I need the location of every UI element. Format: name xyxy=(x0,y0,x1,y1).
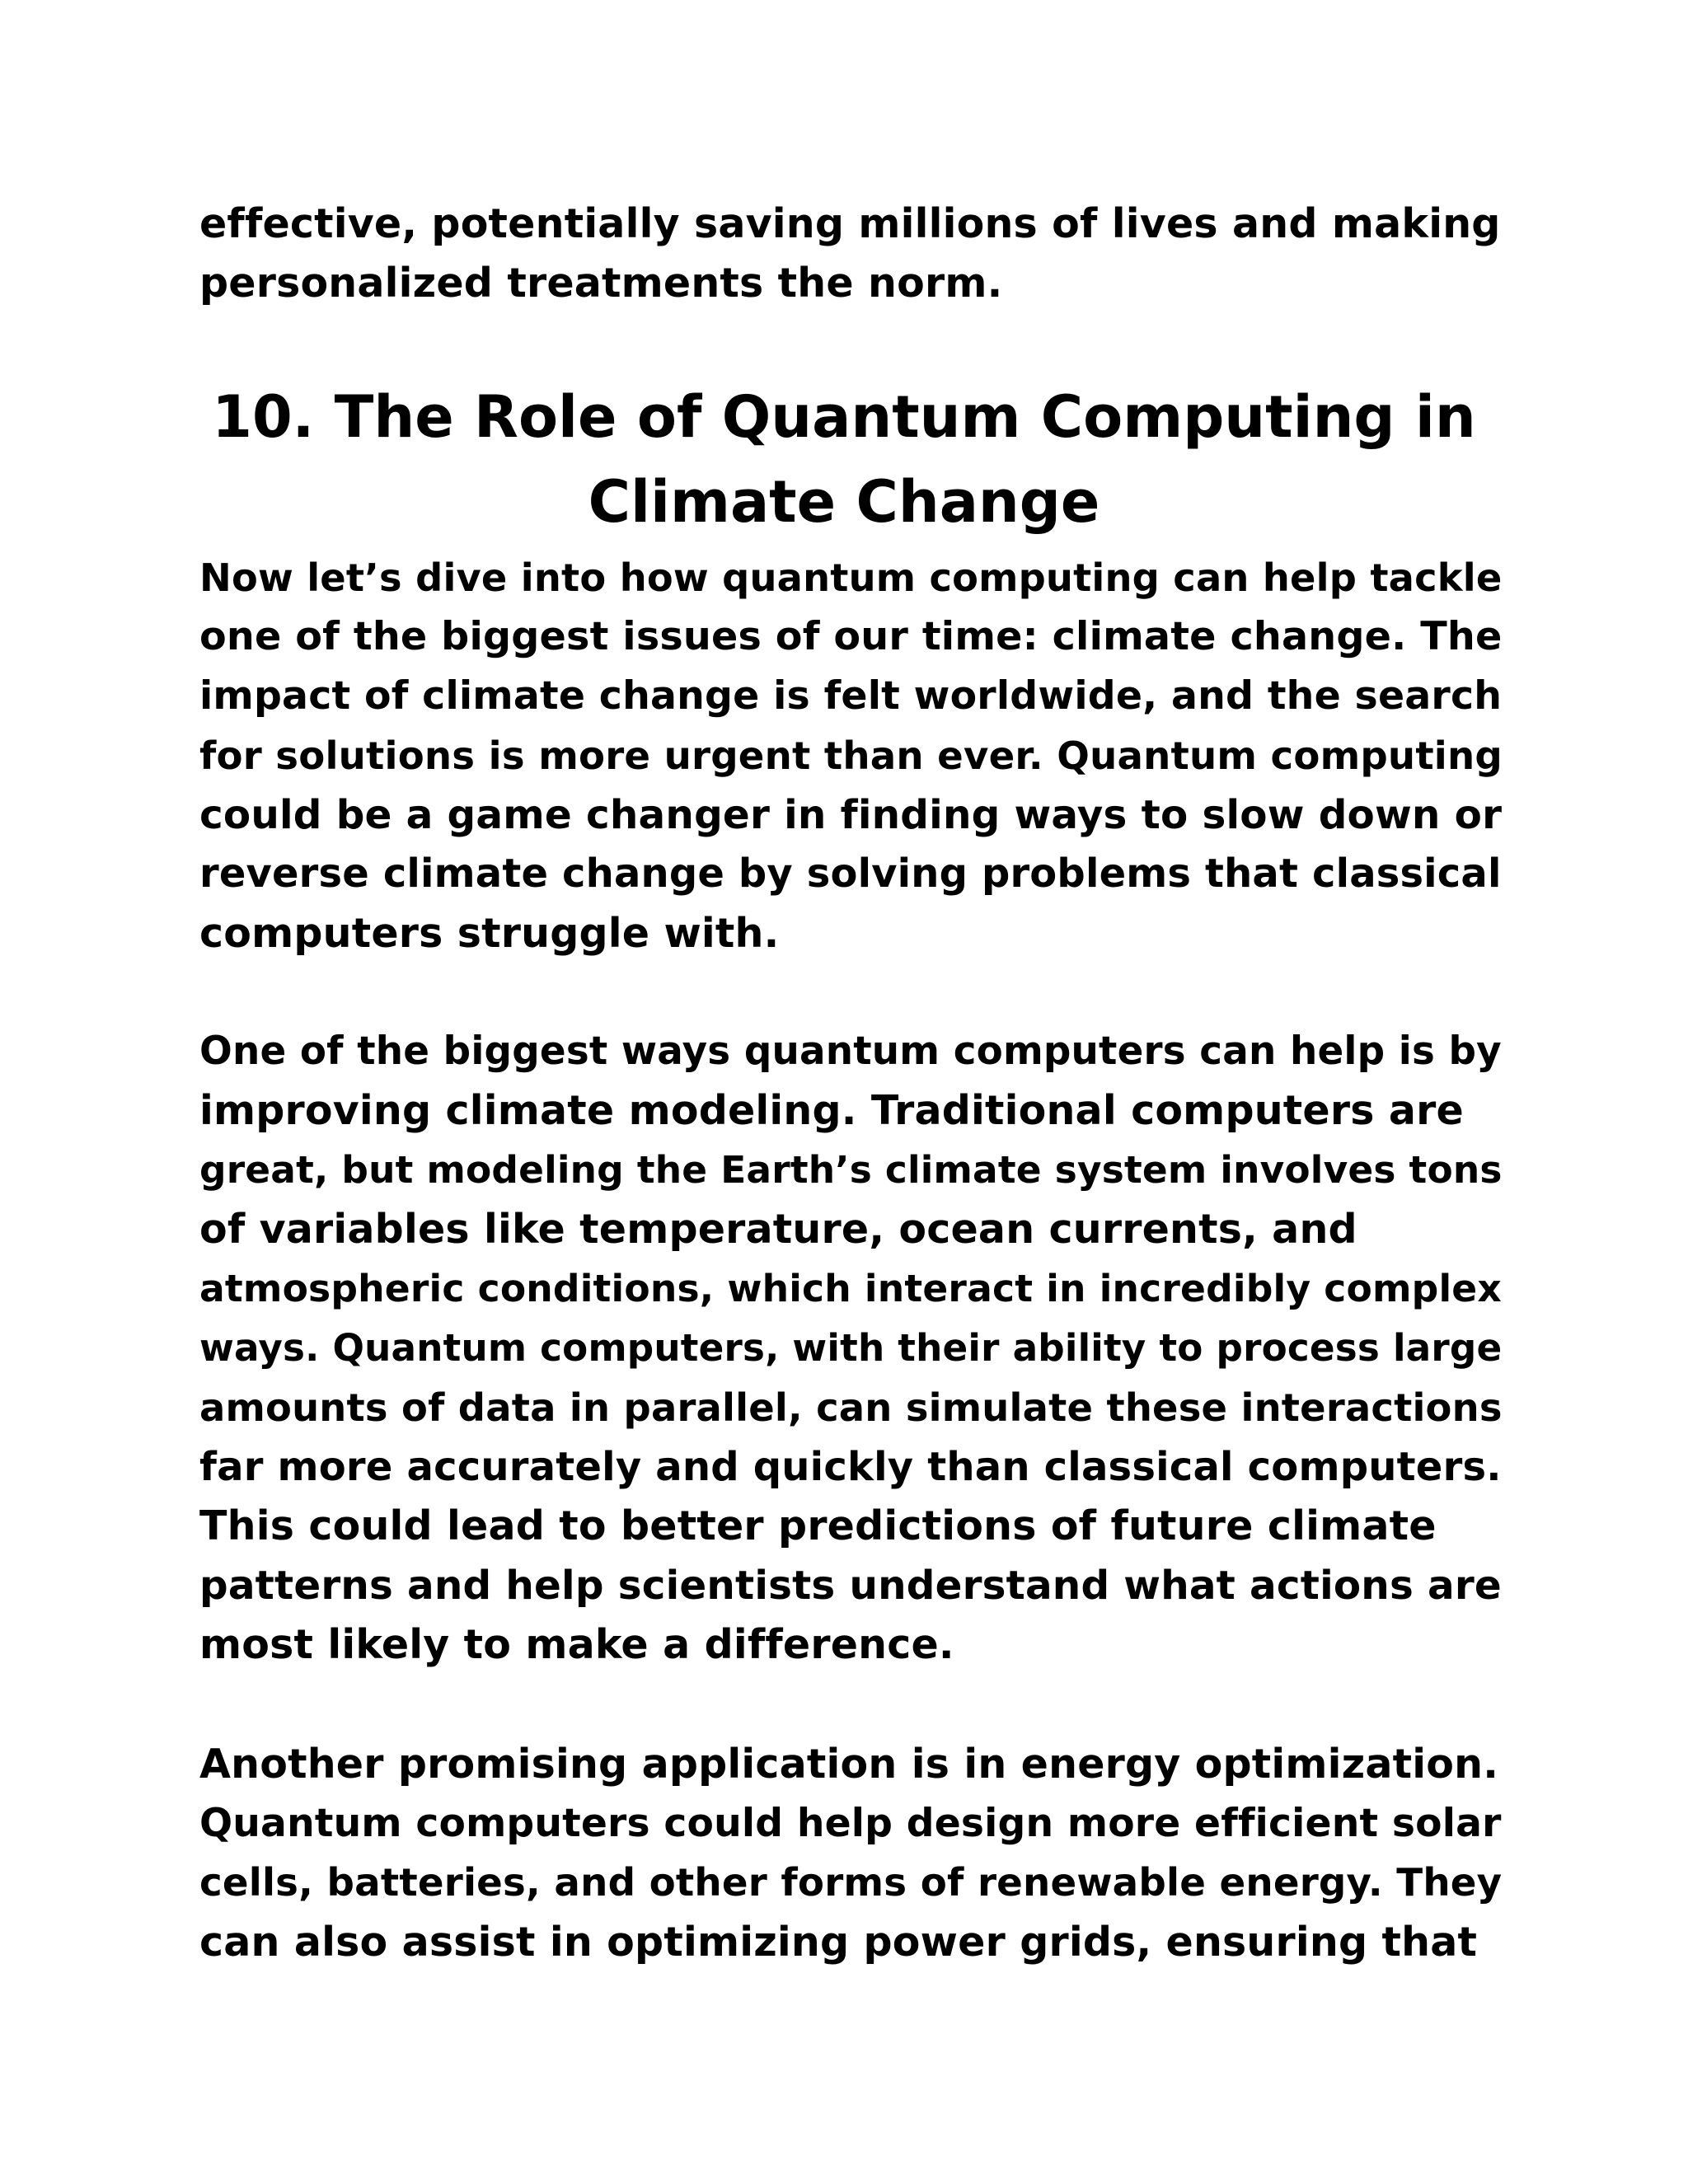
paragraph-line: could be a game changer in finding ways to slow down or xyxy=(199,792,1503,838)
paragraph-line: most likely to make a difference. xyxy=(199,1621,954,1668)
paragraph-line: one of the biggest issues of our time: climate change. The xyxy=(199,614,1503,659)
paragraph-line: Quantum computers could help design more efficient solar xyxy=(199,1801,1502,1846)
paragraph-line: atmospheric conditions, which interact in incredibly complex xyxy=(199,1267,1502,1310)
paragraph-energy-optimization xyxy=(199,1735,1502,1972)
paragraph-line: far more accurately and quickly than classical computers. xyxy=(199,1444,1502,1490)
paragraph-line: improving climate modeling. Traditional computers are xyxy=(199,1087,1464,1134)
paragraph-line: great, but modeling the Earth’s climate system involves tons xyxy=(199,1148,1503,1192)
heading-line: 10. The Role of Quantum Computing in xyxy=(212,383,1476,451)
continuation-paragraph xyxy=(199,194,1502,313)
paragraph-line: reverse climate change by solving problems that classical xyxy=(199,851,1502,897)
paragraph-line: amounts of data in parallel, can simulate these interactions xyxy=(199,1385,1503,1430)
paragraph-climate-modeling xyxy=(199,1022,1502,1675)
paragraph-line: can also assist in optimizing power grids, ensuring that xyxy=(199,1919,1478,1966)
paragraph-line: ways. Quantum computers, with their ability to process large xyxy=(199,1326,1503,1370)
paragraph-line: Now let’s dive into how quantum computing can help tackle xyxy=(199,555,1503,600)
paragraph-line: effective, potentially saving millions of lives and making xyxy=(199,200,1501,247)
paragraph-line: of variables like temperature, ocean currents, and xyxy=(199,1206,1357,1253)
paragraph-line: cells, batteries, and other forms of renewable energy. They xyxy=(199,1861,1503,1905)
paragraph-line: Another promising application is in energy optimization. xyxy=(199,1741,1499,1788)
paragraph-line: impact of climate change is felt worldwide, and the search xyxy=(199,673,1503,719)
paragraph-line: computers struggle with. xyxy=(199,910,780,957)
paragraph-line: patterns and help scientists understand what actions are xyxy=(199,1563,1502,1609)
heading-line: Climate Change xyxy=(588,468,1100,536)
paragraph-line: personalized treatments the norm. xyxy=(199,260,1003,307)
paragraph-line: One of the biggest ways quantum computers can help is by xyxy=(199,1029,1502,1074)
paragraph-line: for solutions is more urgent than ever. Quantum computing xyxy=(199,733,1503,778)
paragraph-intro xyxy=(199,548,1502,963)
section-heading xyxy=(0,375,1688,545)
paragraph-line: This could lead to better predictions of future climate xyxy=(199,1502,1437,1549)
